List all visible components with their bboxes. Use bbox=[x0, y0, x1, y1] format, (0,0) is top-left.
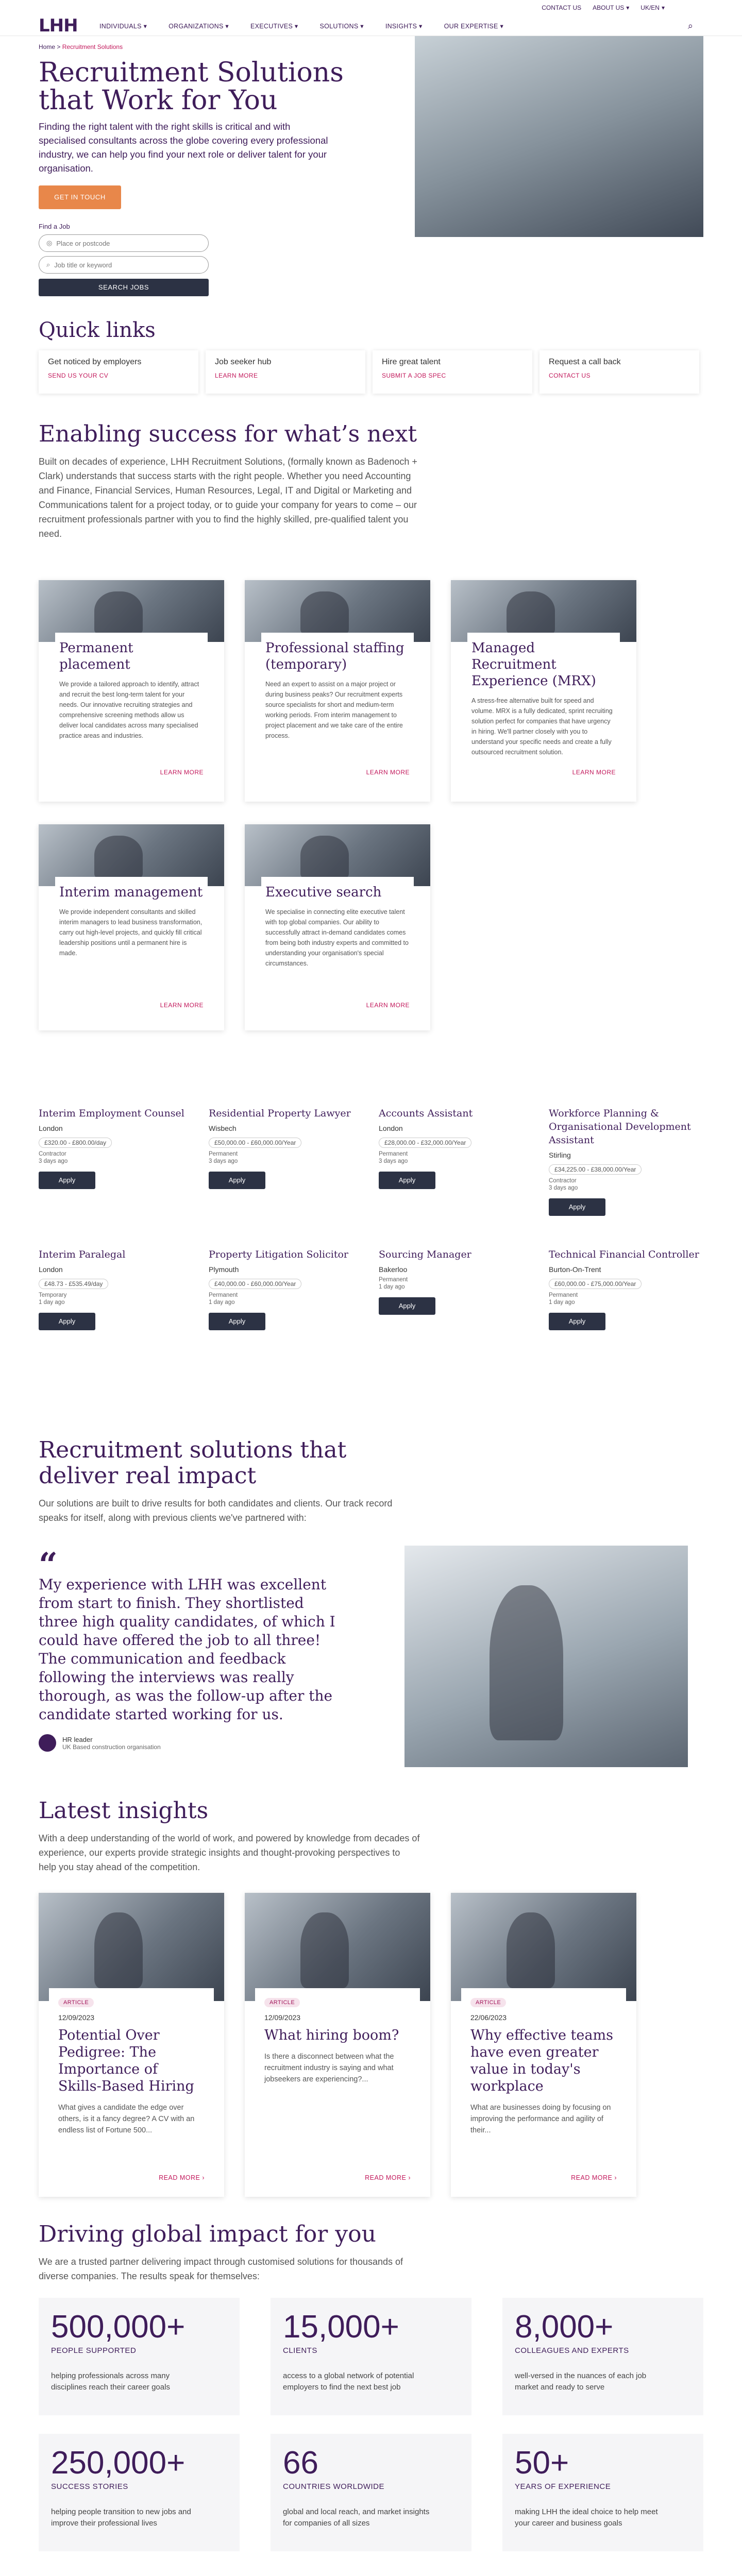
impact-title: Driving global impact for you bbox=[39, 2221, 376, 2247]
insight-image bbox=[451, 1893, 636, 2001]
insights-section bbox=[0, 1798, 742, 2197]
apply-button[interactable]: Apply bbox=[209, 1313, 265, 1330]
main-header bbox=[0, 15, 742, 36]
job-card bbox=[209, 1242, 363, 1386]
service-card bbox=[451, 580, 636, 802]
quick-link-label: Hire great talent bbox=[382, 358, 441, 366]
job-type: Permanent bbox=[209, 1151, 238, 1157]
job-salary: £60,000.00 - £75,000.00/Year bbox=[549, 1279, 642, 1289]
service-card bbox=[245, 580, 430, 802]
service-card bbox=[245, 824, 430, 1030]
testimonial-quote: My experience with LHH was excellent from start to finish. They shortlisted three high quality candidates, of which I could have offered the job to all three! The communication and feedback following the interviews was really thorough, as was the follow-up after the candidate started working for us. bbox=[39, 1576, 335, 1723]
impact-section bbox=[0, 2222, 742, 2551]
service-card bbox=[39, 580, 224, 802]
job-location: Wisbech bbox=[209, 1124, 237, 1132]
breadcrumb-current: Recruitment Solutions bbox=[62, 43, 123, 50]
page-title: Recruitment Solutions that Work for You bbox=[39, 57, 344, 116]
featured-jobs bbox=[0, 1100, 742, 1386]
job-posted: 3 days ago bbox=[209, 1158, 238, 1164]
stat-card bbox=[271, 2434, 471, 2551]
job-title[interactable]: Workforce Planning & Organisational Development Assistant bbox=[549, 1108, 691, 1146]
job-keyword-input[interactable] bbox=[39, 256, 209, 274]
learn-more-link[interactable]: LEARN MORE bbox=[160, 769, 204, 776]
read-more-link[interactable] bbox=[159, 2174, 205, 2181]
job-location: London bbox=[39, 1124, 63, 1132]
results-title: Recruitment solutions that deliver real impact bbox=[39, 1437, 347, 1489]
stat-label: CLIENTS bbox=[283, 2346, 317, 2355]
stat-number: 66 bbox=[283, 2445, 318, 2481]
nav-label: ORGANIZATIONS bbox=[168, 22, 224, 30]
job-location: Bakerloo bbox=[379, 1265, 408, 1274]
job-card bbox=[549, 1100, 703, 1245]
stat-text: helping people transition to new jobs and improve their professional lives bbox=[51, 2507, 191, 2528]
enabling-title: Enabling success for what’s next bbox=[39, 421, 417, 447]
insight-image bbox=[245, 1893, 430, 2001]
region-selector[interactable] bbox=[640, 4, 665, 11]
quick-link-card[interactable] bbox=[206, 350, 365, 394]
quick-link-cta[interactable]: CONTACT US bbox=[549, 372, 591, 379]
learn-more-link[interactable]: LEARN MORE bbox=[366, 1002, 410, 1009]
stat-text: making LHH the ideal choice to help meet your career and business goals bbox=[515, 2507, 658, 2528]
job-title[interactable]: Accounts Assistant bbox=[379, 1108, 473, 1119]
job-salary: £320.00 - £800.00/day bbox=[39, 1138, 112, 1148]
insight-date: 12/09/2023 bbox=[264, 2013, 301, 2022]
quick-links bbox=[0, 318, 742, 394]
chevron-down-icon: ▾ bbox=[661, 4, 665, 11]
enabling-section bbox=[0, 421, 742, 541]
nav-organizations[interactable]: ORGANIZATIONS ▾ bbox=[168, 22, 229, 30]
job-posted: 3 days ago bbox=[39, 1158, 68, 1164]
stat-label: PEOPLE SUPPORTED bbox=[51, 2346, 137, 2355]
quick-link-label: Get noticed by employers bbox=[48, 358, 142, 366]
insight-text: What gives a candidate the edge over others, is it a fancy degree? A CV with an endless list of Fortune 500... bbox=[58, 2104, 195, 2134]
stat-card bbox=[271, 2298, 471, 2415]
job-type: Permanent bbox=[549, 1292, 578, 1298]
chevron-down-icon: ▾ bbox=[626, 4, 630, 11]
find-job-label: Find a Job bbox=[39, 223, 70, 230]
nav-executives[interactable]: EXECUTIVES ▾ bbox=[250, 22, 298, 30]
stat-text: global and local reach, and market insights for companies of all sizes bbox=[283, 2507, 430, 2528]
job-placeholder: Job title or keyword bbox=[54, 261, 112, 269]
job-card bbox=[379, 1100, 533, 1245]
nav-our-expertise[interactable]: OUR EXPERTISE ▾ bbox=[444, 22, 504, 30]
stat-number: 8,000+ bbox=[515, 2309, 614, 2345]
read-more-label: READ MORE bbox=[365, 2174, 407, 2181]
quick-links-title: Quick links bbox=[39, 318, 156, 342]
nav-label: INSIGHTS bbox=[385, 22, 417, 30]
hero-image bbox=[415, 36, 703, 237]
service-title: Permanent placement bbox=[59, 640, 133, 672]
quick-link-cta[interactable]: SUBMIT A JOB SPEC bbox=[382, 372, 446, 379]
insight-title[interactable]: What hiring boom? bbox=[264, 2027, 399, 2043]
place-input[interactable] bbox=[39, 234, 209, 252]
job-salary: £48.73 - £535.49/day bbox=[39, 1279, 108, 1289]
quick-link-label: Job seeker hub bbox=[215, 358, 272, 366]
job-location: Stirling bbox=[549, 1151, 571, 1159]
insight-date: 22/06/2023 bbox=[470, 2013, 507, 2022]
logo[interactable]: LHH bbox=[39, 15, 78, 36]
job-location: London bbox=[39, 1265, 63, 1274]
quick-link-cta[interactable]: SEND US YOUR CV bbox=[48, 372, 109, 379]
article-tag: ARTICLE bbox=[58, 1998, 94, 2007]
stat-card bbox=[502, 2434, 703, 2551]
arrow-right-icon: › bbox=[614, 2174, 617, 2181]
job-type: Contractor bbox=[39, 1151, 66, 1157]
stat-number: 250,000+ bbox=[51, 2445, 185, 2481]
apply-button[interactable]: Apply bbox=[549, 1198, 605, 1216]
job-salary: £40,000.00 - £60,000.00/Year bbox=[209, 1279, 301, 1289]
nav-insights[interactable]: INSIGHTS ▾ bbox=[385, 22, 423, 30]
stat-card bbox=[39, 2298, 240, 2415]
service-text: Need an expert to assist on a major project or during business peaks? Our recruitment experts source specialists for short and medium-term working periods. From interim management to project placement and we take care of the entire process. bbox=[265, 681, 403, 739]
service-title: Interim management bbox=[59, 885, 203, 900]
nav-individuals[interactable]: INDIVIDUALS ▾ bbox=[99, 22, 147, 30]
search-icon[interactable]: ⌕ bbox=[687, 20, 693, 31]
insight-title[interactable]: Potential Over Pedigree: The Importance of Skills-Based Hiring bbox=[58, 2027, 194, 2094]
impact-text: We are a trusted partner delivering impact through customised solutions for thousands of diverse companies. The results speak for themselves: bbox=[39, 2257, 403, 2281]
quick-link-label: Request a call back bbox=[549, 358, 621, 366]
stat-text: helping professionals across many disciplines reach their career goals bbox=[51, 2371, 170, 2392]
breadcrumb-separator: > bbox=[57, 43, 62, 50]
get-in-touch-button[interactable]: GET IN TOUCH bbox=[39, 185, 121, 209]
quick-link-cta[interactable]: LEARN MORE bbox=[215, 372, 258, 379]
job-card bbox=[549, 1242, 703, 1386]
stat-label: SUCCESS STORIES bbox=[51, 2482, 128, 2491]
nav-label: INDIVIDUALS bbox=[99, 22, 142, 30]
stat-label: COUNTRIES WORLDWIDE bbox=[283, 2482, 384, 2491]
job-salary: £50,000.00 - £60,000.00/Year bbox=[209, 1138, 301, 1148]
job-title[interactable]: Interim Paralegal bbox=[39, 1249, 126, 1260]
utility-bar bbox=[0, 0, 742, 15]
hero bbox=[0, 36, 742, 298]
stat-number: 15,000+ bbox=[283, 2309, 399, 2345]
job-type: Temporary bbox=[39, 1292, 67, 1298]
job-title[interactable]: Property Litigation Solicitor bbox=[209, 1249, 349, 1260]
job-posted: 1 day ago bbox=[39, 1299, 65, 1306]
quote-icon: “ bbox=[39, 1546, 58, 1584]
insight-text: What are businesses doing by focusing on improving the performance and agility of their... bbox=[470, 2104, 611, 2134]
read-more-link[interactable] bbox=[571, 2174, 617, 2181]
arrow-right-icon: › bbox=[202, 2174, 205, 2181]
job-type: Permanent bbox=[379, 1277, 408, 1283]
job-title[interactable]: Interim Employment Counsel bbox=[39, 1108, 184, 1119]
read-more-label: READ MORE bbox=[571, 2174, 613, 2181]
about-link[interactable] bbox=[593, 4, 629, 11]
job-location: Burton-On-Trent bbox=[549, 1265, 601, 1274]
learn-more-link[interactable]: LEARN MORE bbox=[160, 1002, 204, 1009]
nav-solutions[interactable]: SOLUTIONS ▾ bbox=[319, 22, 364, 30]
apply-button[interactable]: Apply bbox=[549, 1313, 605, 1330]
results-section bbox=[0, 1437, 742, 1767]
nav-label: OUR EXPERTISE bbox=[444, 22, 498, 30]
about-label: ABOUT US bbox=[593, 4, 625, 11]
testimonial-image bbox=[404, 1546, 688, 1767]
job-title[interactable]: Sourcing Manager bbox=[379, 1249, 471, 1260]
apply-button[interactable]: Apply bbox=[39, 1172, 95, 1189]
testimonial-org: UK Based construction organisation bbox=[62, 1743, 161, 1751]
location-pin-icon: ◎ bbox=[46, 239, 53, 247]
job-type: Permanent bbox=[379, 1151, 408, 1157]
search-icon: ⌕ bbox=[46, 261, 50, 268]
job-posted: 1 day ago bbox=[379, 1284, 405, 1290]
main-nav bbox=[99, 22, 503, 30]
job-title[interactable]: Technical Financial Controller bbox=[549, 1249, 699, 1260]
hero-text: Finding the right talent with the right skills is critical and with specialised consultants across the globe covering every professional industry, we can help you find your next role or deliver talent for your organisation. bbox=[39, 121, 328, 174]
nav-label: SOLUTIONS bbox=[319, 22, 359, 30]
quick-link-card[interactable] bbox=[539, 350, 699, 394]
job-posted: 1 day ago bbox=[549, 1299, 575, 1306]
job-card bbox=[39, 1242, 193, 1386]
job-posted: 1 day ago bbox=[209, 1299, 235, 1306]
insights-text: With a deep understanding of the world of work, and powered by knowledge from decades of experience, our experts provide strategic insights and thought-provoking perspectives to help you stay ahead of the competition. bbox=[39, 1833, 420, 1872]
service-text: We specialise in connecting elite executive talent with top global companies. Our ability to successfully attract in-demand candidates comes from being both industry experts and committed to understanding your organisation's special circumstances. bbox=[265, 908, 409, 967]
insight-card[interactable] bbox=[39, 1893, 224, 2197]
service-text: We provide independent consultants and skilled interim managers to lead business transformation, carry out high-level projects, and quickly fill critical leadership positions until a permanent hire is made. bbox=[59, 908, 203, 957]
stat-text: well-versed in the nuances of each job market and ready to serve bbox=[515, 2371, 647, 2392]
insight-title[interactable]: Why effective teams have even greater value in today's workplace bbox=[470, 2027, 613, 2094]
enabling-text: Built on decades of experience, LHH Recruitment Solutions, (formally known as Badenoch + Clark) understands that success starts with the right people. Whether you need Accounting and Finance, Financial Services, Human Resources, Legal, IT and Digital or Marketing and Communications talent for a project today, or to guide your company for years to come – our recruitment professionals partner with you to find the highly skilled, pre-qualified talent you need. bbox=[39, 456, 417, 539]
place-placeholder: Place or postcode bbox=[56, 239, 110, 247]
read-more-link[interactable] bbox=[365, 2174, 411, 2181]
article-tag: ARTICLE bbox=[264, 1998, 300, 2007]
service-text: A stress-free alternative built for speed and volume. MRX is a fully dedicated, sprint recruiting solution perfect for companies that have urgency in hiring. We'll partner closely with you to understand your specific needs and create a fully outsourced recruitment solution. bbox=[471, 697, 613, 756]
stat-label: COLLEAGUES AND EXPERTS bbox=[515, 2346, 629, 2355]
quick-link-card[interactable] bbox=[373, 350, 532, 394]
insights-title: Latest insights bbox=[39, 1798, 209, 1824]
insight-card[interactable] bbox=[245, 1893, 430, 2197]
service-title: Professional staffing (temporary) bbox=[265, 640, 404, 672]
stat-number: 500,000+ bbox=[51, 2309, 185, 2345]
search-jobs-button[interactable]: SEARCH JOBS bbox=[39, 279, 209, 296]
results-text: Our solutions are built to drive results for both candidates and clients. Our track record speaks for itself, along with previous clients we've partnered with: bbox=[39, 1498, 393, 1523]
job-title[interactable]: Residential Property Lawyer bbox=[209, 1108, 351, 1119]
job-type: Contractor bbox=[549, 1178, 577, 1184]
job-card bbox=[39, 1100, 193, 1245]
services bbox=[0, 580, 742, 1030]
learn-more-link[interactable]: LEARN MORE bbox=[572, 769, 616, 776]
contact-link[interactable]: CONTACT US bbox=[542, 4, 582, 11]
insight-image bbox=[39, 1893, 224, 2001]
insight-card[interactable] bbox=[451, 1893, 636, 2197]
job-posted: 3 days ago bbox=[379, 1158, 408, 1164]
arrow-right-icon: › bbox=[408, 2174, 411, 2181]
testimonial-author: HR leader bbox=[62, 1735, 93, 1743]
testimonial bbox=[39, 1546, 338, 1752]
learn-more-link[interactable]: LEARN MORE bbox=[366, 769, 410, 776]
avatar bbox=[39, 1734, 56, 1752]
insight-date: 12/09/2023 bbox=[58, 2013, 95, 2022]
apply-button[interactable]: Apply bbox=[39, 1313, 95, 1330]
job-posted: 3 days ago bbox=[549, 1185, 578, 1191]
apply-button[interactable]: Apply bbox=[379, 1172, 435, 1189]
stat-number: 50+ bbox=[515, 2445, 569, 2481]
job-card bbox=[209, 1100, 363, 1245]
job-salary: £28,000.00 - £32,000.00/Year bbox=[379, 1138, 471, 1148]
service-card bbox=[39, 824, 224, 1030]
apply-button[interactable]: Apply bbox=[209, 1172, 265, 1189]
service-title: Executive search bbox=[265, 885, 382, 900]
apply-button[interactable]: Apply bbox=[379, 1297, 435, 1315]
stat-card bbox=[39, 2434, 240, 2551]
job-salary: £34,225.00 - £38,000.00/Year bbox=[549, 1164, 642, 1175]
stat-label: YEARS OF EXPERIENCE bbox=[515, 2482, 611, 2491]
nav-label: EXECUTIVES bbox=[250, 22, 293, 30]
article-tag: ARTICLE bbox=[470, 1998, 506, 2007]
stat-text: access to a global network of potential employers to find the next best job bbox=[283, 2371, 414, 2392]
job-location: London bbox=[379, 1124, 403, 1132]
read-more-label: READ MORE bbox=[159, 2174, 200, 2181]
job-location: Plymouth bbox=[209, 1265, 239, 1274]
breadcrumb-home[interactable]: Home bbox=[39, 43, 56, 50]
service-text: We provide a tailored approach to identify, attract and recruit the best long-term talent for your needs. Our innovative recruiting strategies and comprehensive screening methods allow us deliver local candidates across many specialised practice areas and industries. bbox=[59, 681, 199, 739]
stat-card bbox=[502, 2298, 703, 2415]
service-title: Managed Recruitment Experience (MRX) bbox=[471, 640, 596, 689]
job-card bbox=[379, 1242, 533, 1386]
job-type: Permanent bbox=[209, 1292, 238, 1298]
region-label: UK/EN bbox=[640, 4, 660, 11]
quick-link-card[interactable] bbox=[39, 350, 198, 394]
insight-text: Is there a disconnect between what the recruitment industry is saying and what jobseekers are experiencing?... bbox=[264, 2053, 394, 2083]
